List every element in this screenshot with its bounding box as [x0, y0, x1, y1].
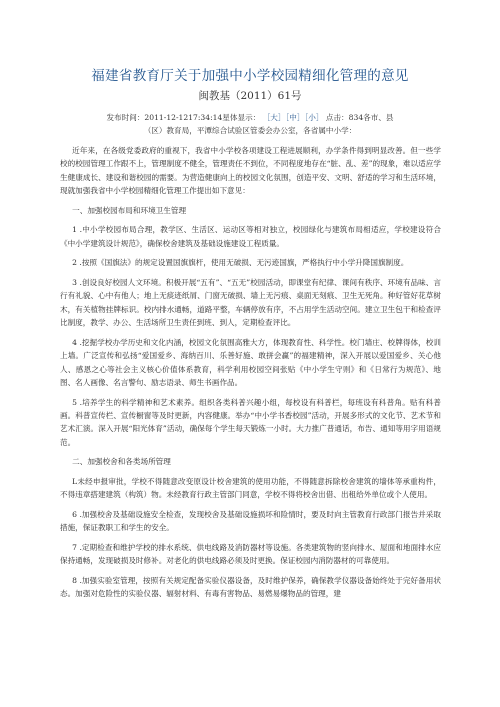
clause-1: 1 .中小学校园布局合理，教学区、生活区、运动区等相对独立，校园绿化与建筑布局相适应，学校建设符合《中小学建筑设计规范》，确保校舍建筑及基础设施建设工程质量。: [60, 225, 441, 248]
document-number: 闽教基（2011）61号: [198, 90, 302, 102]
section-heading-1: 一、加强校园布局和环境卫生管理: [72, 205, 187, 215]
section-heading-2: 二、加强校舍和各类场所管理: [72, 457, 171, 467]
clause-3: 3 .创设良好校园人文环境。积极开展“五有”、“五无”校园活动，即课堂有纪律、课间有秩序、环境有品味、言行有礼貌、心中有他人；地上无痰迹纸屑、门窗无破损、墙上无污痕、桌面无刻痕、卫生无死角。种好管好花草树木，有关植物挂牌标识。校内排水通畅，道路平整，车辆停放有序，不占用学生活动空间。建立卫生包干和检查评比制度，教学、办公、生活场所卫生责任到班、到人，定期检查评比。: [60, 278, 441, 328]
clause-6: 6 .加强校舍及基础设施安全检查，发现校舍及基础设施损坏和险情时，要及时向主管教育行政部门报告并采取措施，保证教职工和学生的安全。: [60, 510, 441, 533]
page-title: 福建省教育厅关于加强中小学校园精细化管理的意见: [91, 68, 409, 84]
clause-4: 4 .挖掘学校办学历史和文化内涵，校园文化氛围高雅大方，体现教育性、科学性。校门墙庄、校牌得体，校训上墙。广泛宣传和弘扬“爱国爱乡、海纳百川、乐善好施、敢拼会赢”的福建精神，深入开展以爱国爱乡、关心他人、感恩之心等社会主义核心价值体系教育，科学利用校园空间张贴《中小学生守则》和《日常行为规范》、地图、名人画像、名言警句、励志语录、师生书画作品。: [60, 337, 441, 388]
click-count: 点击：834各市、县: [325, 113, 394, 122]
clause-5: 5 .培养学生的科学精神和艺术素养。组织各类科普兴趣小组，每校设有科普栏，每班设有科普角。贴有科普画。科普宣传栏、宣传橱窗等及时更新，内容健康。举办“中小学书香校园”活动，开展多形式的文化节、艺术节和艺术汇演。深入开展“阳光体育”活动，确保每个学生每天锻炼一小时。大力推广普通话，布告、通知等用字用语规范。: [60, 397, 441, 447]
document-body: [60, 144, 441, 607]
clause-8: 8 .加强实验室管理，按照有关规定配备实验仪器设备，及时维护保养，确保教学仪器设备始终处于完好备用状态。加强对危险性的实验仪器、辐射材料、有毒有害物品、易燃易爆物品的管理，建: [60, 576, 441, 599]
font-size-options[interactable]: ［大］［中］［小］: [262, 113, 324, 122]
intro-paragraph: 近年来，在各级党委政府的重视下，我省中小学校各项建设工程进展顺利，办学条件得到明显改善。但一些学校的校园管理工作跟不上，管理制度不健全，管理责任不到位，不同程度地存在“脏、乱、差”的现象，难以适应学生健康成长、建设和谐校园的需要。为营造健康向上的校园文化氛围，创造平安、文明、舒适的学习和生活环境，现就加强我省中小学校园精细化管理工作提出如下意见：: [60, 146, 441, 196]
clause-l: L未经申报审批，学校不得随意改变原设计校舍建筑的使用功能，不得随意拆除校舍建筑的墙体等承重构件，不得违章搭建建筑（构筑）物。未经教育行政主管部门同意，学校不得将校舍出借、出租给外单位或个人使用。: [60, 477, 441, 500]
publish-time: 发布时间：2011-12-1217:34:14星体显示：: [106, 113, 261, 122]
clause-2: 2 .按照《国旗法》的规定设置国旗旗杆，使用无破损、无污迹国旗，严格执行中小学升降国旗制度。: [72, 258, 409, 268]
clause-7: 7 .定期检查和维护学校的排水系统、供电线路及消防器材等设施。各类建筑物的竖向排水、屋面和地面排水应保持通畅，发现破损及时修补。对老化的供电线路必须及时更换。保证校园内消防器材的可靠使用。: [60, 543, 441, 566]
document-meta: [60, 111, 440, 137]
recipients: （区）教育局，平潭综合试验区管委会办公室，各省属中小学：: [143, 126, 357, 135]
